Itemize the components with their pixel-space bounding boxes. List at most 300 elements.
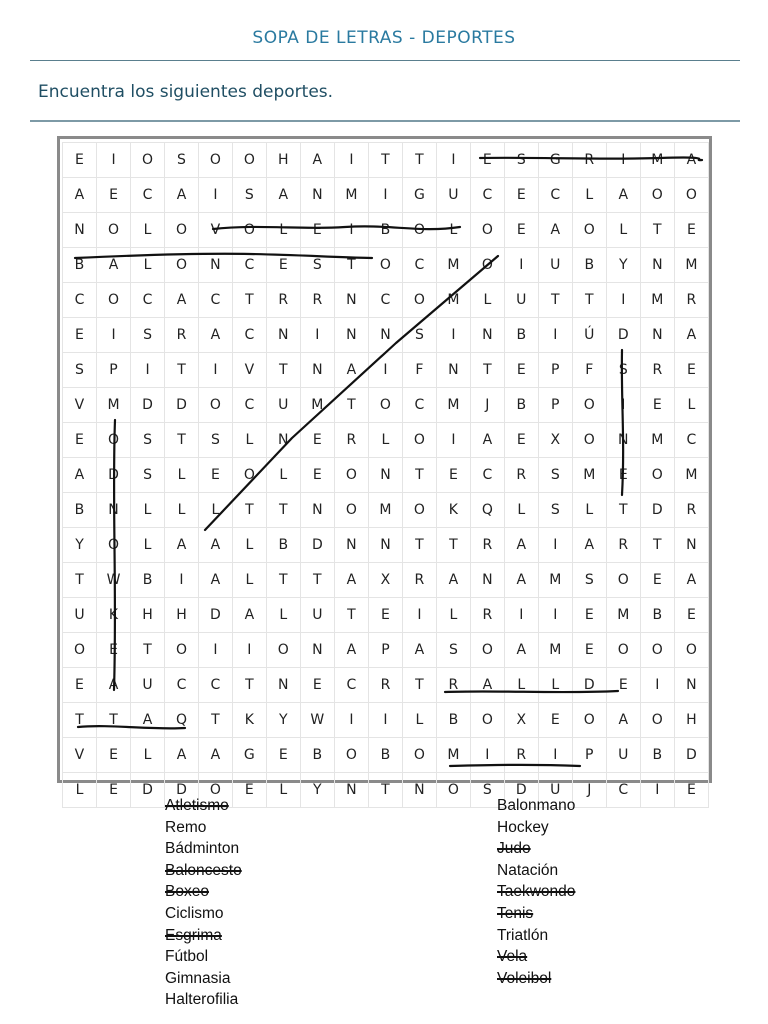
grid-cell: M: [640, 143, 674, 178]
grid-cell: U: [538, 773, 572, 808]
grid-cell: S: [470, 773, 504, 808]
grid-cell: V: [63, 388, 97, 423]
grid-row: [63, 773, 709, 808]
grid-cell: L: [368, 423, 402, 458]
grid-cell: T: [402, 528, 436, 563]
grid-cell: S: [402, 318, 436, 353]
grid-cell: A: [504, 633, 538, 668]
grid-cell: A: [300, 143, 334, 178]
grid-cell: D: [96, 458, 130, 493]
grid-cell: C: [334, 668, 368, 703]
grid-cell: O: [470, 703, 504, 738]
grid-cell: I: [436, 318, 470, 353]
grid-cell: P: [96, 353, 130, 388]
grid-cell: C: [368, 283, 402, 318]
grid-cell: A: [198, 563, 232, 598]
grid-cell: A: [198, 738, 232, 773]
grid-cell: U: [131, 668, 165, 703]
grid-cell: B: [640, 738, 674, 773]
grid-cell: U: [300, 598, 334, 633]
grid-cell: N: [436, 353, 470, 388]
grid-cell: B: [504, 388, 538, 423]
grid-cell: E: [96, 178, 130, 213]
grid-cell: N: [334, 318, 368, 353]
grid-cell: O: [402, 283, 436, 318]
grid-cell: W: [300, 703, 334, 738]
grid-cell: A: [165, 178, 199, 213]
grid-cell: O: [198, 773, 232, 808]
grid-cell: O: [232, 458, 266, 493]
grid-cell: K: [232, 703, 266, 738]
word-list-item: Judo: [497, 840, 531, 858]
grid-cell: E: [232, 773, 266, 808]
grid-cell: D: [674, 738, 708, 773]
grid-cell: I: [96, 318, 130, 353]
grid-cell: U: [504, 283, 538, 318]
grid-cell: O: [334, 458, 368, 493]
grid-cell: T: [63, 563, 97, 598]
grid-cell: D: [504, 773, 538, 808]
grid-cell: Y: [63, 528, 97, 563]
grid-cell: A: [402, 633, 436, 668]
grid-row: [63, 143, 709, 178]
grid-cell: O: [606, 563, 640, 598]
grid-cell: L: [198, 493, 232, 528]
page-title: SOPA DE LETRAS - DEPORTES: [252, 28, 516, 48]
grid-cell: E: [266, 738, 300, 773]
grid-cell: T: [266, 493, 300, 528]
grid-cell: N: [266, 318, 300, 353]
word-list-item: Tenis: [497, 904, 534, 922]
grid-cell: D: [131, 388, 165, 423]
grid-cell: L: [436, 213, 470, 248]
grid-cell: E: [63, 668, 97, 703]
grid-cell: O: [402, 213, 436, 248]
grid-cell: R: [674, 283, 708, 318]
grid-row: [63, 248, 709, 283]
grid-cell: A: [572, 528, 606, 563]
grid-cell: H: [131, 598, 165, 633]
grid-cell: E: [300, 458, 334, 493]
grid-cell: Y: [300, 773, 334, 808]
grid-cell: C: [232, 248, 266, 283]
grid-cell: I: [538, 598, 572, 633]
grid-cell: R: [504, 458, 538, 493]
grid-cell: D: [572, 668, 606, 703]
grid-cell: A: [165, 283, 199, 318]
grid-cell: R: [436, 668, 470, 703]
grid-cell: O: [266, 633, 300, 668]
grid-cell: T: [402, 668, 436, 703]
grid-cell: L: [674, 388, 708, 423]
grid-cell: O: [674, 178, 708, 213]
word-list-item: Boxeo: [165, 883, 209, 901]
grid-cell: R: [300, 283, 334, 318]
grid-cell: M: [606, 598, 640, 633]
grid-cell: R: [334, 423, 368, 458]
grid-cell: N: [470, 563, 504, 598]
grid-cell: S: [606, 353, 640, 388]
grid-cell: A: [334, 563, 368, 598]
grid-row: [63, 423, 709, 458]
grid-cell: O: [165, 213, 199, 248]
word-search-grid: [57, 136, 712, 798]
grid-cell: B: [640, 598, 674, 633]
grid-cell: S: [572, 563, 606, 598]
grid-cell: S: [131, 423, 165, 458]
grid-cell: R: [674, 493, 708, 528]
grid-cell: M: [674, 248, 708, 283]
grid-cell: C: [674, 423, 708, 458]
grid-cell: A: [96, 668, 130, 703]
grid-cell: I: [538, 738, 572, 773]
grid-cell: D: [198, 598, 232, 633]
grid-cell: K: [96, 598, 130, 633]
grid-row: [63, 598, 709, 633]
grid-cell: I: [640, 773, 674, 808]
grid-cell: M: [96, 388, 130, 423]
word-list-item: Triatlón: [497, 926, 549, 944]
grid-cell: P: [538, 353, 572, 388]
grid-cell: N: [640, 248, 674, 283]
grid-cell: O: [572, 388, 606, 423]
word-list-item: Balonmano: [497, 797, 576, 814]
grid-cell: B: [131, 563, 165, 598]
grid-cell: L: [266, 458, 300, 493]
grid-cell: L: [538, 668, 572, 703]
grid-cell: E: [674, 213, 708, 248]
grid-cell: E: [300, 423, 334, 458]
grid-cell: B: [368, 738, 402, 773]
grid-cell: M: [436, 388, 470, 423]
grid-cell: N: [300, 633, 334, 668]
grid-cell: O: [198, 388, 232, 423]
grid-cell: A: [504, 528, 538, 563]
grid-cell: L: [131, 248, 165, 283]
grid-row: [63, 213, 709, 248]
grid-cell: I: [436, 423, 470, 458]
grid-cell: F: [402, 353, 436, 388]
grid-cell: A: [131, 703, 165, 738]
grid-cell: A: [334, 353, 368, 388]
grid-cell: O: [572, 213, 606, 248]
grid-cell: O: [640, 458, 674, 493]
grid-cell: M: [640, 423, 674, 458]
grid-cell: M: [538, 633, 572, 668]
grid-cell: W: [96, 563, 130, 598]
grid-cell: M: [572, 458, 606, 493]
grid-cell: O: [334, 493, 368, 528]
grid-cell: I: [436, 143, 470, 178]
grid-cell: E: [63, 318, 97, 353]
grid-row: [63, 353, 709, 388]
grid-cell: C: [402, 248, 436, 283]
word-list-item: Halterofilia: [165, 991, 239, 1009]
grid-cell: L: [436, 598, 470, 633]
grid-cell: N: [640, 318, 674, 353]
grid-cell: T: [470, 353, 504, 388]
word-list-item: Esgrima: [165, 926, 222, 944]
grid-cell: O: [402, 738, 436, 773]
grid-cell: S: [538, 458, 572, 493]
grid-cell: U: [63, 598, 97, 633]
grid-cell: E: [300, 668, 334, 703]
grid-cell: L: [572, 178, 606, 213]
grid-cell: E: [504, 423, 538, 458]
grid-cell: T: [368, 773, 402, 808]
grid-cell: N: [334, 283, 368, 318]
grid-cell: C: [131, 283, 165, 318]
grid-cell: C: [131, 178, 165, 213]
grid-cell: D: [300, 528, 334, 563]
grid-cell: E: [572, 633, 606, 668]
grid-cell: L: [572, 493, 606, 528]
grid-cell: B: [63, 493, 97, 528]
instructions-divider: [30, 120, 740, 122]
word-list-item: Taekwondo: [497, 883, 576, 901]
grid-cell: D: [165, 773, 199, 808]
grid-cell: A: [63, 178, 97, 213]
grid-cell: I: [165, 563, 199, 598]
grid-cell: X: [504, 703, 538, 738]
grid-cell: I: [606, 143, 640, 178]
grid-cell: T: [165, 423, 199, 458]
grid-cell: I: [538, 318, 572, 353]
grid-cell: Q: [165, 703, 199, 738]
grid-cell: A: [198, 528, 232, 563]
grid-cell: C: [165, 668, 199, 703]
grid-cell: E: [606, 458, 640, 493]
word-list-item: Voleibol: [497, 969, 552, 987]
grid-cell: E: [96, 633, 130, 668]
grid-cell: O: [334, 738, 368, 773]
word-list-item: Atletismo: [165, 797, 229, 814]
grid-cell: L: [131, 738, 165, 773]
grid-cell: C: [232, 388, 266, 423]
grid-cell: O: [436, 773, 470, 808]
grid-cell: I: [504, 248, 538, 283]
grid-cell: N: [300, 178, 334, 213]
grid-cell: O: [96, 528, 130, 563]
grid-cell: P: [368, 633, 402, 668]
grid-cell: S: [131, 318, 165, 353]
grid-cell: I: [606, 388, 640, 423]
grid-cell: N: [368, 528, 402, 563]
grid-cell: A: [470, 668, 504, 703]
grid-cell: T: [165, 353, 199, 388]
grid-row: [63, 178, 709, 213]
grid-cell: R: [640, 353, 674, 388]
grid-cell: F: [572, 353, 606, 388]
grid-cell: O: [63, 633, 97, 668]
grid-cell: C: [63, 283, 97, 318]
grid-cell: T: [640, 528, 674, 563]
grid-cell: C: [470, 178, 504, 213]
grid-cell: E: [538, 703, 572, 738]
word-list-item: Natación: [497, 861, 559, 879]
grid-cell: E: [504, 353, 538, 388]
grid-cell: O: [165, 248, 199, 283]
grid-cell: R: [266, 283, 300, 318]
grid-cell: T: [232, 668, 266, 703]
grid-cell: S: [131, 458, 165, 493]
word-list-item: Bádminton: [165, 840, 240, 858]
grid-cell: A: [96, 248, 130, 283]
grid-cell: S: [300, 248, 334, 283]
grid-cell: M: [436, 738, 470, 773]
title-divider: [30, 60, 740, 61]
grid-cell: E: [470, 143, 504, 178]
grid-cell: N: [402, 773, 436, 808]
grid-cell: O: [96, 283, 130, 318]
grid-cell: P: [572, 738, 606, 773]
grid-cell: I: [504, 598, 538, 633]
letter-grid-table: [62, 142, 709, 808]
grid-cell: P: [538, 388, 572, 423]
grid-cell: O: [96, 213, 130, 248]
grid-cell: C: [606, 773, 640, 808]
grid-cell: E: [674, 773, 708, 808]
grid-cell: T: [572, 283, 606, 318]
grid-cell: T: [232, 493, 266, 528]
grid-cell: I: [232, 633, 266, 668]
grid-cell: N: [368, 458, 402, 493]
grid-cell: N: [368, 318, 402, 353]
grid-cell: C: [470, 458, 504, 493]
grid-cell: E: [606, 668, 640, 703]
grid-cell: M: [368, 493, 402, 528]
instructions: Encuentra los siguientes deportes.: [38, 82, 334, 102]
grid-cell: E: [436, 458, 470, 493]
grid-cell: A: [334, 633, 368, 668]
grid-cell: N: [674, 668, 708, 703]
grid-cell: S: [436, 633, 470, 668]
grid-cell: T: [402, 458, 436, 493]
grid-cell: L: [232, 563, 266, 598]
grid-cell: I: [368, 353, 402, 388]
grid-cell: A: [606, 178, 640, 213]
grid-cell: T: [131, 633, 165, 668]
grid-cell: T: [402, 143, 436, 178]
grid-cell: R: [470, 598, 504, 633]
grid-cell: T: [300, 563, 334, 598]
grid-cell: M: [436, 248, 470, 283]
grid-row: [63, 283, 709, 318]
grid-cell: I: [198, 633, 232, 668]
grid-cell: E: [504, 178, 538, 213]
grid-cell: E: [640, 388, 674, 423]
grid-cell: U: [606, 738, 640, 773]
grid-cell: B: [504, 318, 538, 353]
grid-cell: E: [300, 213, 334, 248]
grid-cell: N: [334, 773, 368, 808]
grid-cell: R: [470, 528, 504, 563]
grid-cell: M: [640, 283, 674, 318]
grid-cell: O: [572, 423, 606, 458]
grid-cell: T: [640, 213, 674, 248]
grid-cell: L: [131, 493, 165, 528]
grid-cell: A: [606, 703, 640, 738]
grid-cell: R: [402, 563, 436, 598]
grid-cell: V: [232, 353, 266, 388]
grid-cell: A: [266, 178, 300, 213]
word-list-item: Vela: [497, 948, 528, 966]
grid-cell: A: [470, 423, 504, 458]
grid-cell: I: [538, 528, 572, 563]
grid-cell: N: [470, 318, 504, 353]
grid-cell: B: [368, 213, 402, 248]
grid-cell: L: [266, 213, 300, 248]
grid-cell: K: [436, 493, 470, 528]
grid-cell: E: [198, 458, 232, 493]
grid-cell: C: [198, 668, 232, 703]
grid-cell: D: [606, 318, 640, 353]
grid-row: [63, 458, 709, 493]
grid-row: [63, 388, 709, 423]
grid-cell: N: [334, 528, 368, 563]
grid-cell: O: [640, 633, 674, 668]
grid-cell: O: [402, 493, 436, 528]
grid-cell: O: [198, 143, 232, 178]
grid-cell: E: [572, 598, 606, 633]
grid-cell: I: [402, 598, 436, 633]
grid-cell: O: [232, 143, 266, 178]
grid-cell: O: [368, 248, 402, 283]
grid-cell: A: [674, 143, 708, 178]
grid-cell: R: [572, 143, 606, 178]
grid-row: [63, 528, 709, 563]
grid-cell: O: [232, 213, 266, 248]
grid-row: [63, 563, 709, 598]
grid-cell: U: [436, 178, 470, 213]
grid-cell: I: [300, 318, 334, 353]
grid-cell: E: [63, 423, 97, 458]
grid-cell: H: [165, 598, 199, 633]
grid-cell: N: [266, 668, 300, 703]
grid-cell: A: [504, 563, 538, 598]
grid-cell: T: [63, 703, 97, 738]
grid-cell: A: [538, 213, 572, 248]
grid-cell: L: [266, 598, 300, 633]
grid-cell: B: [63, 248, 97, 283]
grid-cell: J: [572, 773, 606, 808]
grid-cell: I: [198, 178, 232, 213]
grid-row: [63, 633, 709, 668]
grid-row: [63, 318, 709, 353]
word-list-item: Ciclismo: [165, 904, 224, 922]
grid-cell: L: [165, 458, 199, 493]
grid-cell: T: [436, 528, 470, 563]
grid-cell: O: [640, 178, 674, 213]
grid-cell: I: [470, 738, 504, 773]
grid-cell: T: [96, 703, 130, 738]
grid-cell: H: [266, 143, 300, 178]
grid-row: [63, 493, 709, 528]
grid-cell: N: [96, 493, 130, 528]
grid-cell: J: [470, 388, 504, 423]
grid-cell: O: [640, 703, 674, 738]
grid-cell: B: [300, 738, 334, 773]
grid-cell: B: [572, 248, 606, 283]
grid-cell: N: [300, 353, 334, 388]
grid-cell: U: [266, 388, 300, 423]
grid-cell: O: [165, 633, 199, 668]
grid-cell: A: [232, 598, 266, 633]
grid-cell: A: [436, 563, 470, 598]
grid-cell: R: [165, 318, 199, 353]
grid-cell: I: [334, 703, 368, 738]
grid-cell: E: [368, 598, 402, 633]
